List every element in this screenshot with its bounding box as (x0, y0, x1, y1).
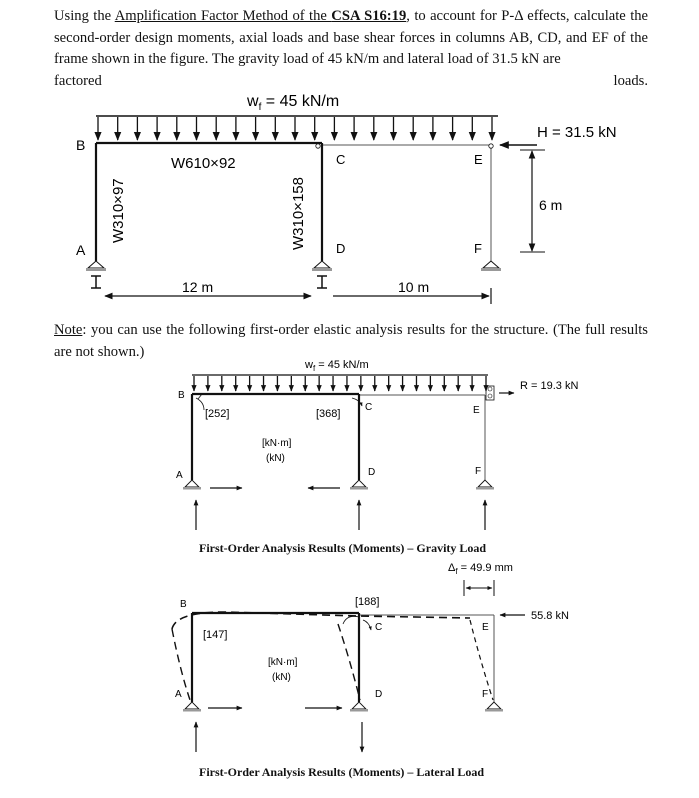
svg-text:E: E (474, 152, 483, 167)
svg-text:wf = 45 kN/m: $w_f = 45$ kN/m (305, 359, 369, 373)
distributed-load-arrows (98, 117, 492, 140)
gravity-reaction: R = 19.3 kN (520, 380, 579, 392)
span2-dimension: 10 m (398, 279, 430, 295)
lateral-load-label: H = 31.5 kN (537, 124, 617, 141)
svg-text:E: E (473, 405, 480, 416)
svg-text:D: D (375, 689, 383, 700)
svg-text:E: E (482, 622, 489, 633)
svg-text:B: B (76, 137, 86, 153)
beam-section-label: W610×92 (171, 155, 236, 172)
svg-text:B: B (180, 599, 187, 610)
support-a (86, 261, 106, 271)
lateral-moment-b: [147] (203, 629, 228, 641)
code-name: CSA S16:19 (331, 8, 407, 24)
svg-text:(kN): (kN) (272, 672, 291, 683)
svg-text:D: D (336, 241, 346, 256)
svg-text:F: F (475, 466, 482, 477)
gravity-results-figure (176, 359, 578, 530)
col-cd-section-label: W310×158 (290, 177, 307, 250)
i-section-icon-ab (91, 276, 101, 288)
gravity-caption: First-Order Analysis Results (Moments) – Gravity Load (199, 541, 487, 555)
height-dimension: 6 m (539, 197, 563, 213)
svg-text:D: D (368, 467, 376, 478)
lateral-load-label-2: 55.8 kN (531, 610, 569, 622)
i-section-icon-cd (317, 276, 327, 288)
support-d (312, 261, 332, 271)
svg-text:A: A (176, 470, 183, 481)
svg-text:wf = 45 kN/m: $w_f = 45$ kN/m (247, 93, 340, 113)
svg-text:F: F (482, 689, 489, 700)
main-frame (76, 93, 617, 304)
svg-text:[kN·m]: [kN·m] (268, 657, 298, 668)
svg-text:(kN): (kN) (266, 453, 285, 464)
support-f (481, 261, 501, 271)
svg-text:[kN·m]: [kN·m] (262, 438, 292, 449)
svg-text:A: A (175, 689, 182, 700)
gravity-moment-c: [368] (316, 408, 341, 420)
col-ab-section-label: W310×97 (110, 178, 127, 243)
gravity-load-arrows (194, 376, 486, 391)
svg-text:C: C (336, 152, 346, 167)
gravity-moment-b: [252] (205, 408, 230, 420)
svg-text:C: C (375, 622, 383, 633)
svg-text:F: F (474, 241, 482, 256)
lateral-caption: First-Order Analysis Results (Moments) – Lateral Load (199, 765, 485, 779)
svg-text:B: B (178, 390, 185, 401)
method-name: Amplification Factor Method of the (114, 8, 332, 24)
problem-statement: Using the Amplification Factor Method of the CSA S16:19, to account for P-Δ effects, calculate the second-order design moments, axial loads and base shear forces in columns AB, CD, and EF of the frame shown in the figure. The gravity load of 45 kN/m and lateral load of 31.5 kN are factored loads. (54, 8, 649, 89)
span1-dimension: 12 m (182, 279, 214, 295)
svg-text:Δf = 49.9 mm: $\Delta_f = 49.9$ mm (448, 562, 513, 576)
lateral-moment-c: [188] (355, 596, 380, 608)
svg-text:C: C (365, 402, 373, 413)
svg-text:A: A (76, 242, 86, 258)
lateral-results-figure (172, 562, 569, 752)
note-paragraph: Note: you can use the following first-order elastic analysis results for the structure. (The full results are not shown.) (54, 322, 648, 360)
